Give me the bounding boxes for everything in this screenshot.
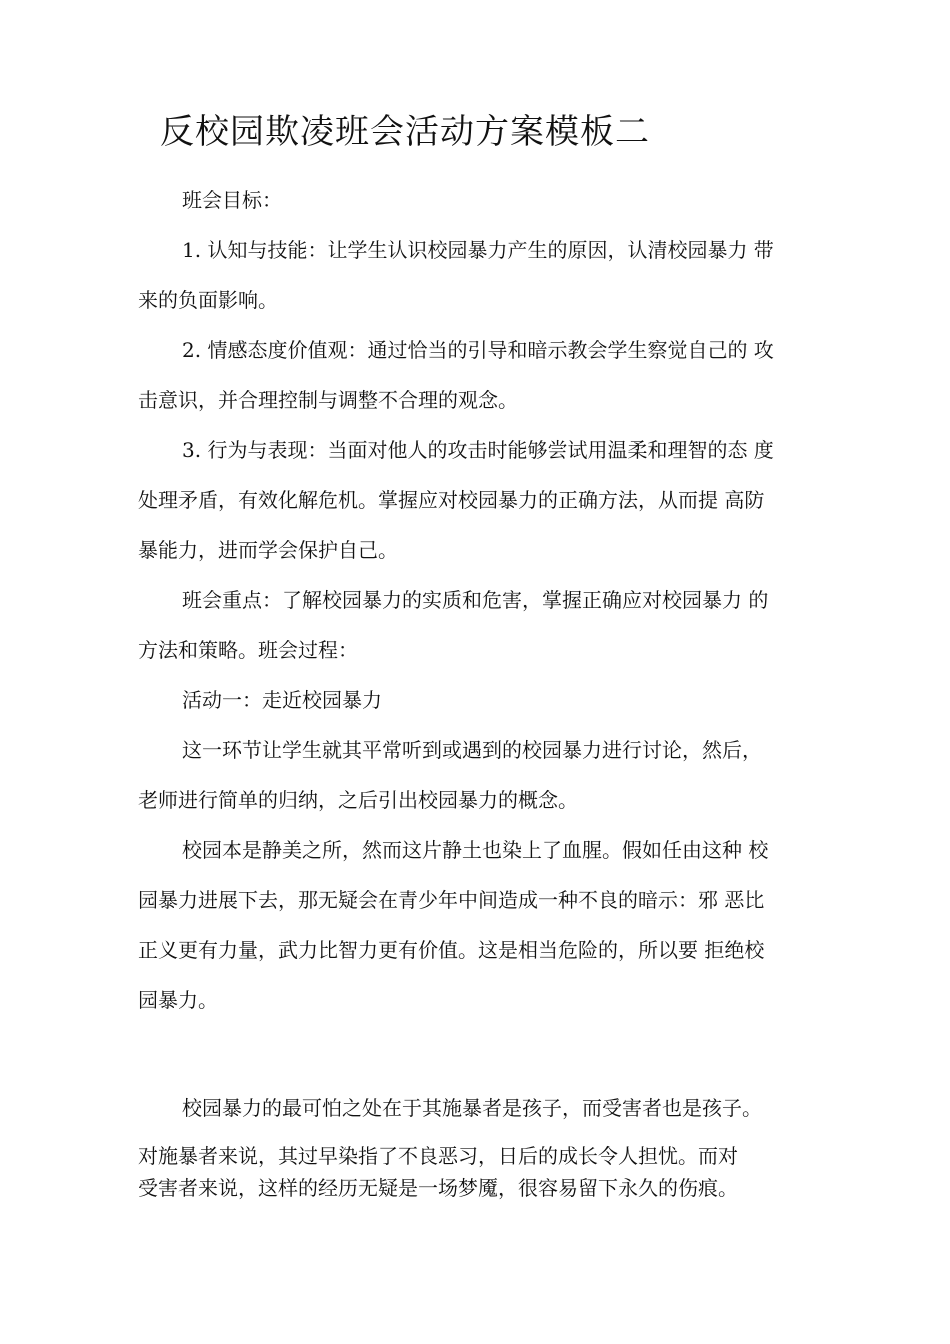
paragraph-line: 园暴力进展下去，那无疑会在青少年中间造成一种不良的暗示：邪 恶比	[138, 888, 765, 912]
paragraph-line: 活动一：走近校园暴力	[182, 688, 382, 712]
paragraph-line: 园暴力。	[138, 988, 218, 1012]
paragraph-line: 这一环节让学生就其平常听到或遇到的校园暴力进行讨论，然后，	[182, 738, 762, 762]
paragraph-line: 老师进行简单的归纳，之后引出校园暴力的概念。	[138, 788, 578, 812]
paragraph-line: 暴能力，进而学会保护自己。	[138, 538, 398, 562]
paragraph-line: 受害者来说，这样的经历无疑是一场梦魇，很容易留下永久的伤痕。	[138, 1176, 738, 1200]
document-title: 反校园欺凌班会活动方案模板二	[160, 112, 650, 152]
paragraph-line: 2. 情感态度价值观：通过恰当的引导和暗示教会学生察觉自己的 攻	[182, 338, 774, 362]
paragraph-line: 正义更有力量，武力比智力更有价值。这是相当危险的，所以要 拒绝校	[138, 938, 765, 962]
paragraph-line: 3. 行为与表现：当面对他人的攻击时能够尝试用温柔和理智的态 度	[182, 438, 774, 462]
paragraph-line: 击意识，并合理控制与调整不合理的观念。	[138, 388, 518, 412]
paragraph-line: 来的负面影响。	[138, 288, 278, 312]
paragraph-line: 1. 认知与技能：让学生认识校园暴力产生的原因，认清校园暴力 带	[182, 238, 774, 262]
paragraph-line: 方法和策略。班会过程：	[138, 638, 358, 662]
paragraph-line: 班会目标：	[182, 188, 282, 212]
paragraph-line: 校园本是静美之所，然而这片静土也染上了血腥。假如任由这种 校	[182, 838, 769, 862]
paragraph-line: 班会重点：了解校园暴力的实质和危害，掌握正确应对校园暴力 的	[182, 588, 769, 612]
paragraph-line: 处理矛盾，有效化解危机。掌握应对校园暴力的正确方法，从而提 高防	[138, 488, 765, 512]
paragraph-line: 对施暴者来说，其过早染指了不良恶习，日后的成长令人担忧。而对	[138, 1144, 738, 1168]
paragraph-line: 校园暴力的最可怕之处在于其施暴者是孩子，而受害者也是孩子。	[182, 1096, 762, 1120]
